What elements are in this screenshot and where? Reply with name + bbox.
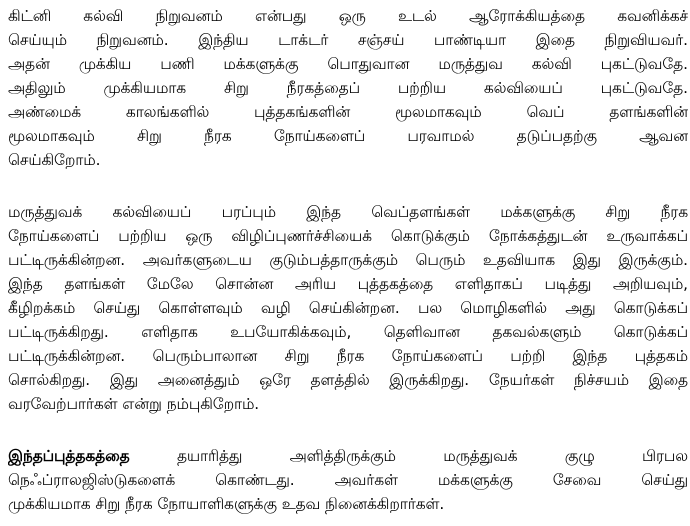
paragraph-spacer: [8, 172, 688, 200]
text-line: கீழிறக்கம் செய்து கொள்ளவும் வழி செய்கின்றன. பல மொழிகளில் அது கொடுக்கப்: [8, 299, 688, 317]
text-line: பட்டிருக்கின்றன. பெரும்பாலான சிறு நீரக நோய்களைப் பற்றி இந்த புத்தகம்: [8, 347, 688, 365]
text-line: செய்யும் நிறுவனம். இந்திய டாக்டர் சஞ்சய் பாண்டியா இதை நிறுவியவர்.: [8, 31, 688, 49]
text-line: பட்டிருக்கின்றன. அவர்களுடைய குடும்பத்தாருக்கும் பெரும் உதவியாக இது இருக்கும்.: [8, 251, 688, 269]
text-line: நோய்களைப் பற்றிய ஒரு விழிப்புணர்ச்சியைக் கொடுக்கும் நோக்கத்துடன் உருவாக்கப்: [8, 227, 688, 245]
text-line: செய்கிறோம்.: [8, 151, 101, 169]
text-line: பட்டிருக்கிறது. எளிதாக உபயோகிக்கவும், தெளிவான தகவல்களும் கொடுக்கப்: [8, 323, 688, 341]
bold-lead-text: இந்தப்புத்தகத்தை: [8, 447, 130, 465]
text-line: இந்த தளங்கள் மேலே சொன்ன அரிய புத்தகத்தை எளிதாகப் படித்து அறியவும்,: [8, 275, 688, 293]
paragraph-2: [8, 200, 688, 416]
text-line-rest: தயாரித்து அளித்திருக்கும் மருத்துவக் குழு பிரபல: [129, 447, 688, 465]
text-line: சொல்கிறது. இது அனைத்தும் ஒரே தளத்தில் இருக்கிறது. நேயர்கள் நிச்சயம் இதை: [8, 371, 688, 389]
paragraph-spacer: [8, 416, 688, 444]
text-line: முக்கியமாக சிறு நீரக நோயாளிகளுக்கு உதவ நினைக்கிறார்கள்.: [8, 495, 445, 513]
text-line: மூலமாகவும் சிறு நீரக நோய்களைப் பரவாமல் தடுப்பதற்கு ஆவன: [8, 127, 688, 145]
paragraph-1: [8, 4, 688, 172]
text-line: அதன் முக்கிய பணி மக்களுக்கு பொதுவான மருத்துவ கல்வி புகட்டுவதே.: [8, 55, 688, 73]
paragraph-3: [8, 444, 688, 516]
text-line: நெஃப்ராலஜிஸ்டுகளைக் கொண்டது. அவர்கள் மக்களுக்கு சேவை செய்து: [8, 471, 688, 489]
text-line: வரவேற்பார்கள் என்று நம்புகிறோம்.: [8, 395, 260, 413]
text-line: அதிலும் முக்கியமாக சிறு நீரகத்தைப் பற்றிய கல்வியைப் புகட்டுவதே.: [8, 79, 688, 97]
document-body: [8, 4, 688, 516]
text-line: [8, 444, 688, 468]
text-line: அண்மைக் காலங்களில் புத்தகங்களின் மூலமாகவும் வெப் தளங்களின்: [8, 103, 688, 121]
text-line: மருத்துவக் கல்வியைப் பரப்பும் இந்த வெப்தளங்கள் மக்களுக்கு சிறு நீரக: [8, 203, 688, 221]
text-line: கிட்னி கல்வி நிறுவனம் என்பது ஒரு உடல் ஆரோக்கியத்தை கவனிக்கச்: [8, 7, 688, 25]
